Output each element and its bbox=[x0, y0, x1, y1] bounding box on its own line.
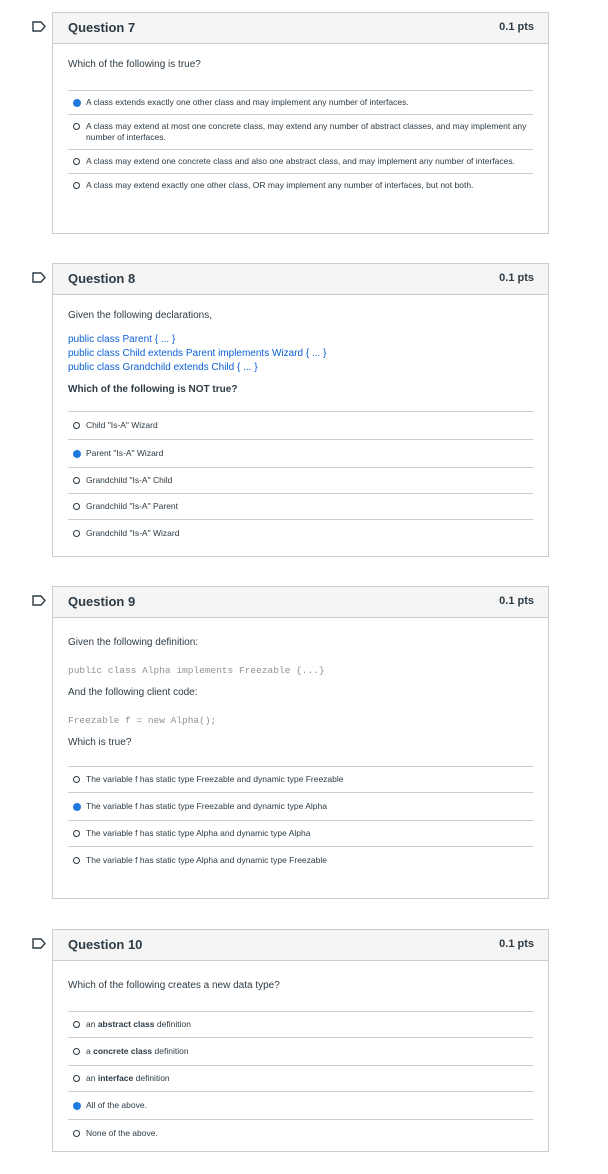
answer-label: Parent "Is-A" Wizard bbox=[86, 448, 164, 458]
answer-label: A class may extend one concrete class and also one abstract class, and may implement any number of interfaces. bbox=[86, 156, 515, 166]
answer-list bbox=[68, 90, 533, 197]
question-prompt: Which of the following creates a new data type? bbox=[68, 980, 280, 991]
question-title: Question 10 bbox=[68, 937, 143, 952]
code-snippet: Freezable f = new Alpha(); bbox=[68, 715, 217, 726]
answer-label: A class may extend exactly one other class, OR may implement any number of interfaces, but not both. bbox=[86, 180, 474, 190]
radio-selected-icon[interactable] bbox=[73, 803, 81, 811]
radio-selected-icon[interactable] bbox=[73, 99, 81, 107]
question-8 bbox=[52, 263, 549, 557]
flag-question-icon[interactable] bbox=[32, 595, 46, 606]
answer-option[interactable] bbox=[68, 847, 533, 874]
answer-option[interactable] bbox=[68, 767, 533, 793]
answer-label: definition bbox=[154, 1019, 191, 1029]
question-title: Question 7 bbox=[68, 20, 136, 35]
radio-icon[interactable] bbox=[73, 503, 80, 510]
question-title: Question 8 bbox=[68, 271, 136, 286]
question-header bbox=[53, 264, 548, 295]
code-declaration: public class Grandchild extends Child { ... } bbox=[68, 362, 258, 373]
flag-question-icon[interactable] bbox=[32, 272, 46, 283]
radio-icon[interactable] bbox=[73, 123, 80, 130]
answer-list bbox=[68, 411, 533, 547]
answer-label: A class may extend at most one concrete class, may extend any number of abstract classes, and may implement any number of interfaces. bbox=[86, 121, 527, 142]
radio-icon[interactable] bbox=[73, 1075, 80, 1082]
question-intro: Given the following definition: bbox=[68, 637, 199, 648]
answer-label: The variable f has static type Freezable and dynamic type Freezable bbox=[86, 774, 344, 784]
answer-option[interactable] bbox=[68, 468, 533, 494]
radio-icon[interactable] bbox=[73, 158, 80, 165]
question-points: 0.1 pts bbox=[499, 595, 534, 607]
question-text: And the following client code: bbox=[68, 687, 198, 698]
answer-label: definition bbox=[133, 1073, 170, 1083]
radio-icon[interactable] bbox=[73, 530, 80, 537]
question-points: 0.1 pts bbox=[499, 272, 534, 284]
answer-option[interactable] bbox=[68, 520, 533, 547]
radio-icon[interactable] bbox=[73, 422, 80, 429]
answer-option[interactable] bbox=[68, 1092, 533, 1120]
answer-label: The variable f has static type Alpha and dynamic type Freezable bbox=[86, 855, 327, 865]
radio-icon[interactable] bbox=[73, 1048, 80, 1055]
radio-icon[interactable] bbox=[73, 776, 80, 783]
question-prompt: Which is true? bbox=[68, 737, 132, 748]
answer-label: an bbox=[86, 1019, 98, 1029]
question-7 bbox=[52, 12, 549, 234]
answer-option[interactable] bbox=[68, 494, 533, 520]
answer-label: The variable f has static type Freezable and dynamic type Alpha bbox=[86, 801, 327, 811]
question-9 bbox=[52, 586, 549, 899]
answer-label: The variable f has static type Alpha and dynamic type Alpha bbox=[86, 828, 311, 838]
answer-label: an bbox=[86, 1073, 98, 1083]
answer-label: A class extends exactly one other class and may implement any number of interfaces. bbox=[86, 97, 409, 107]
question-header bbox=[53, 13, 548, 44]
question-points: 0.1 pts bbox=[499, 21, 534, 33]
radio-icon[interactable] bbox=[73, 1021, 80, 1028]
answer-option[interactable] bbox=[68, 91, 533, 115]
radio-icon[interactable] bbox=[73, 1130, 80, 1137]
question-prompt: Which of the following is true? bbox=[68, 59, 201, 70]
answer-option[interactable] bbox=[68, 821, 533, 847]
answer-list bbox=[68, 766, 533, 874]
answer-label-emphasis: interface bbox=[97, 1073, 134, 1083]
code-declaration: public class Child extends Parent implements Wizard { ... } bbox=[68, 348, 327, 359]
answer-label: definition bbox=[152, 1046, 189, 1056]
flag-question-icon[interactable] bbox=[32, 21, 46, 32]
question-points: 0.1 pts bbox=[499, 938, 534, 950]
answer-label: All of the above. bbox=[86, 1100, 147, 1110]
answer-option[interactable] bbox=[68, 150, 533, 174]
answer-option[interactable] bbox=[68, 412, 533, 440]
answer-option[interactable] bbox=[68, 1066, 533, 1092]
answer-label: None of the above. bbox=[86, 1128, 158, 1138]
answer-option[interactable] bbox=[68, 1120, 533, 1147]
code-snippet: public class Alpha implements Freezable {...} bbox=[68, 665, 325, 676]
radio-icon[interactable] bbox=[73, 857, 80, 864]
code-declaration: public class Parent { ... } bbox=[68, 334, 176, 345]
question-header bbox=[53, 587, 548, 618]
question-intro: Given the following declarations, bbox=[68, 310, 212, 321]
answer-label: a bbox=[86, 1046, 94, 1056]
radio-selected-icon[interactable] bbox=[73, 450, 81, 458]
answer-option[interactable] bbox=[68, 1012, 533, 1038]
radio-selected-icon[interactable] bbox=[73, 1102, 81, 1110]
answer-label: Child "Is-A" Wizard bbox=[86, 420, 158, 430]
question-header bbox=[53, 930, 548, 961]
radio-icon[interactable] bbox=[73, 830, 80, 837]
answer-label: Grandchild "Is-A" Wizard bbox=[86, 528, 180, 538]
answer-list bbox=[68, 1011, 533, 1147]
radio-icon[interactable] bbox=[73, 182, 80, 189]
answer-option[interactable] bbox=[68, 1038, 533, 1066]
answer-label-emphasis: abstract class bbox=[97, 1019, 155, 1029]
answer-label-emphasis: concrete class bbox=[93, 1046, 153, 1056]
answer-label: Grandchild "Is-A" Parent bbox=[86, 501, 179, 511]
question-10 bbox=[52, 929, 549, 1152]
question-title: Question 9 bbox=[68, 594, 136, 609]
answer-option[interactable] bbox=[68, 115, 533, 150]
question-prompt: Which of the following is NOT true? bbox=[68, 384, 238, 395]
answer-option[interactable] bbox=[68, 174, 533, 197]
answer-label: Grandchild "Is-A" Child bbox=[86, 475, 173, 485]
flag-question-icon[interactable] bbox=[32, 938, 46, 949]
radio-icon[interactable] bbox=[73, 477, 80, 484]
answer-option[interactable] bbox=[68, 793, 533, 821]
answer-option[interactable] bbox=[68, 440, 533, 468]
